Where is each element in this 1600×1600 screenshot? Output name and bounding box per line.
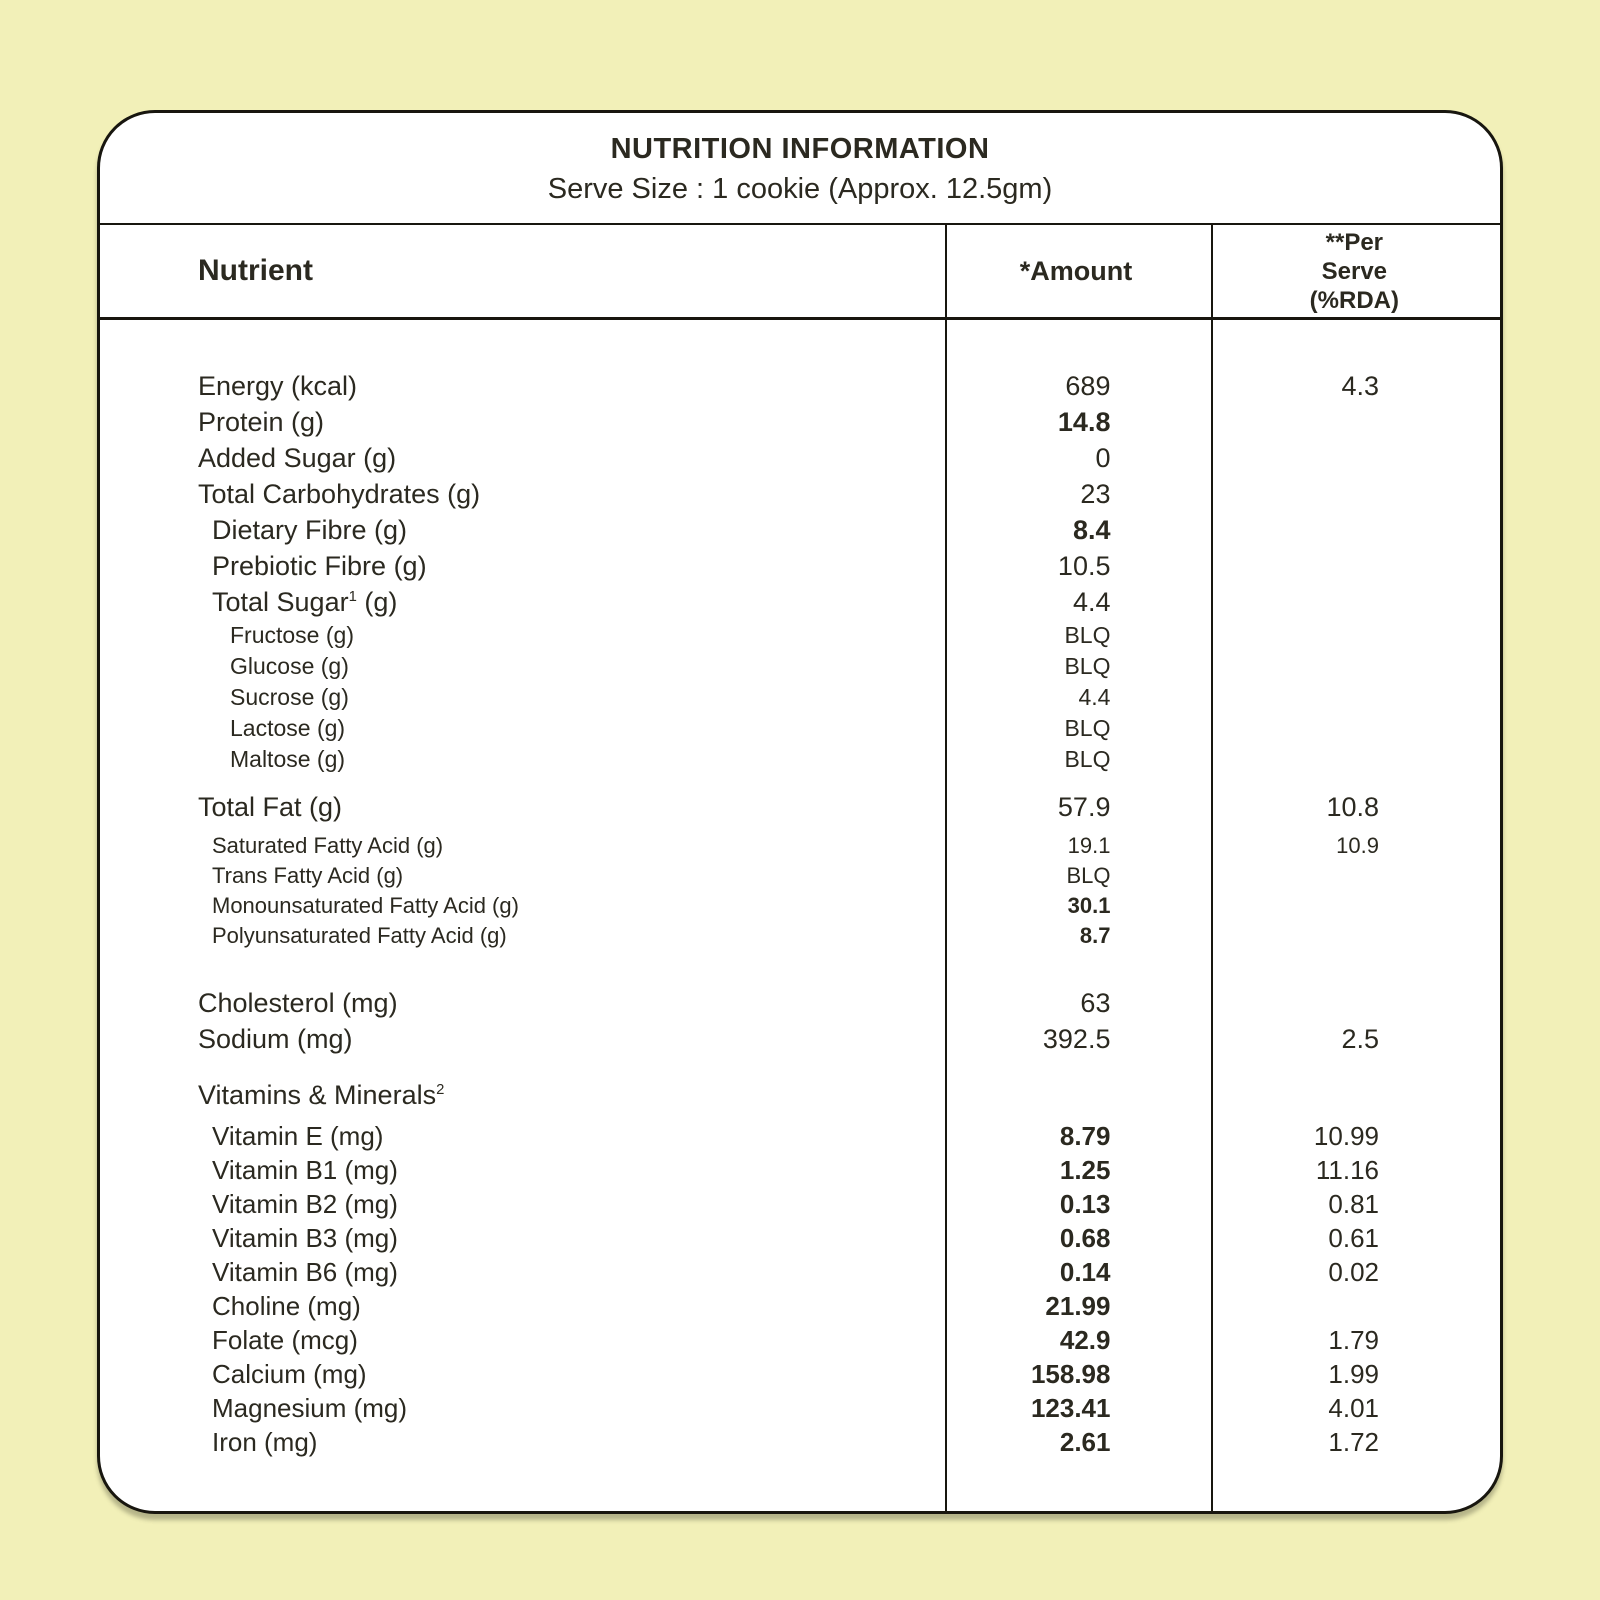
amount-value: 1.25 xyxy=(1059,1155,1111,1185)
nutrient-label: Magnesium (mg) xyxy=(212,1393,408,1423)
table-row xyxy=(100,921,1500,951)
nutrient-label: Dietary Fibre (g) xyxy=(212,515,408,545)
nutrition-card xyxy=(97,110,1503,1514)
amount-value: 42.9 xyxy=(1059,1325,1111,1355)
table-row xyxy=(100,548,1500,584)
per-serve-value: 4.01 xyxy=(1328,1393,1379,1423)
table-row xyxy=(100,1255,1500,1289)
nutrient-label: Prebiotic Fibre (g) xyxy=(212,551,427,581)
nutrient-label: Sodium (mg) xyxy=(198,1024,353,1054)
page-title: NUTRITION INFORMATION xyxy=(610,133,990,165)
per-serve-value: 1.72 xyxy=(1328,1427,1379,1457)
amount-value: 392.5 xyxy=(1042,1024,1111,1054)
per-serve-value: 1.99 xyxy=(1328,1359,1379,1389)
amount-value: 10.5 xyxy=(1057,551,1111,581)
nutrient-label: Total Sugar$^1$ (g) xyxy=(212,587,398,617)
per-serve-line-1: **Per xyxy=(1325,228,1384,256)
per-serve-value: 0.02 xyxy=(1328,1257,1379,1287)
nutrient-label: Vitamins & Minerals$^2$ xyxy=(198,1080,445,1110)
nutrient-label: Choline (mg) xyxy=(212,1291,361,1321)
per-serve-value: 10.9 xyxy=(1336,833,1379,858)
per-serve-value: 1.79 xyxy=(1328,1325,1379,1355)
nutrient-label: Vitamin B3 (mg) xyxy=(212,1223,398,1253)
table-row xyxy=(100,861,1500,891)
per-serve-line-3: (%RDA) xyxy=(1309,286,1399,314)
table-row xyxy=(100,620,1500,651)
per-serve-value: 10.99 xyxy=(1313,1121,1379,1151)
amount-value: 8.7 xyxy=(1079,923,1111,948)
table-row xyxy=(100,1425,1500,1459)
table-row xyxy=(100,1391,1500,1425)
table-row xyxy=(100,891,1500,921)
per-serve-value: 0.81 xyxy=(1328,1189,1379,1219)
table-row xyxy=(100,1357,1500,1391)
nutrient-label: Vitamin B1 (mg) xyxy=(212,1155,398,1185)
table-row xyxy=(100,1289,1500,1323)
nutrient-label: Calcium (mg) xyxy=(212,1359,367,1389)
nutrient-label: Vitamin B2 (mg) xyxy=(212,1189,398,1219)
table-row xyxy=(100,584,1500,620)
per-serve-line-2: Serve xyxy=(1321,257,1388,285)
table-row xyxy=(100,1119,1500,1153)
per-serve-value: 4.3 xyxy=(1341,371,1379,401)
table-body xyxy=(100,320,1500,1459)
table-row xyxy=(100,789,1500,825)
serve-size-text: Serve Size : 1 cookie (Approx. 12.5gm) xyxy=(547,173,1053,205)
per-serve-value: 10.8 xyxy=(1326,792,1379,822)
amount-value: 21.99 xyxy=(1045,1291,1111,1321)
nutrient-label: Trans Fatty Acid (g) xyxy=(212,863,404,888)
amount-value: 0.13 xyxy=(1059,1189,1111,1219)
amount-value: BLQ xyxy=(1064,622,1111,648)
column-header-nutrient: Nutrient xyxy=(198,254,313,287)
amount-value: 23 xyxy=(1080,479,1111,509)
nutrient-label: Vitamin B6 (mg) xyxy=(212,1257,398,1287)
nutrient-label: Lactose (g) xyxy=(230,715,346,741)
table-row xyxy=(100,651,1500,682)
amount-value: 0 xyxy=(1095,443,1111,473)
table-row xyxy=(100,1323,1500,1357)
table-row xyxy=(100,1021,1500,1057)
amount-value: BLQ xyxy=(1064,715,1111,741)
nutrient-label: Monounsaturated Fatty Acid (g) xyxy=(212,893,519,918)
amount-value: 689 xyxy=(1065,371,1111,401)
amount-value: 8.79 xyxy=(1059,1121,1111,1151)
amount-value: BLQ xyxy=(1064,653,1111,679)
table-row xyxy=(100,1221,1500,1255)
amount-value: 57.9 xyxy=(1057,792,1111,822)
nutrient-label: Energy (kcal) xyxy=(198,371,358,401)
nutrient-label: Maltose (g) xyxy=(230,746,346,772)
amount-value: 19.1 xyxy=(1067,833,1111,858)
nutrient-label: Iron (mg) xyxy=(212,1427,318,1457)
amount-value: 14.8 xyxy=(1057,407,1111,437)
amount-value: 2.61 xyxy=(1059,1427,1111,1457)
column-header-per-serve xyxy=(1209,228,1500,315)
table-row xyxy=(100,1077,1500,1113)
nutrient-label: Total Fat (g) xyxy=(198,792,343,822)
table-row xyxy=(100,476,1500,512)
table-row xyxy=(100,440,1500,476)
amount-value: 0.14 xyxy=(1059,1257,1111,1287)
nutrient-label: Glucose (g) xyxy=(230,653,349,679)
column-header-amount: *Amount xyxy=(1019,255,1133,286)
nutrient-label: Total Carbohydrates (g) xyxy=(198,479,481,509)
table-row xyxy=(100,985,1500,1021)
column-header-row xyxy=(100,225,1500,317)
nutrient-label: Cholesterol (mg) xyxy=(198,988,398,1018)
table-row xyxy=(100,713,1500,744)
amount-value: 4.4 xyxy=(1072,587,1111,617)
card-header xyxy=(100,113,1500,223)
amount-value: BLQ xyxy=(1064,746,1111,772)
table-row xyxy=(100,512,1500,548)
per-serve-value: 0.61 xyxy=(1328,1223,1379,1253)
table-row xyxy=(100,1187,1500,1221)
nutrient-label: Vitamin E (mg) xyxy=(212,1121,384,1151)
per-serve-value: 2.5 xyxy=(1341,1024,1379,1054)
table-row xyxy=(100,744,1500,775)
table-row xyxy=(100,1153,1500,1187)
amount-value: 8.4 xyxy=(1072,515,1111,545)
table-row xyxy=(100,831,1500,861)
table-row xyxy=(100,682,1500,713)
nutrient-label: Fructose (g) xyxy=(230,622,354,648)
table-row xyxy=(100,368,1500,404)
amount-value: 158.98 xyxy=(1030,1359,1111,1389)
nutrient-label: Folate (mcg) xyxy=(212,1325,358,1355)
nutrient-label: Protein (g) xyxy=(198,407,325,437)
amount-value: 30.1 xyxy=(1067,893,1111,918)
table-row xyxy=(100,404,1500,440)
amount-value: 63 xyxy=(1080,988,1111,1018)
per-serve-value: 11.16 xyxy=(1315,1155,1379,1185)
nutrient-label: Polyunsaturated Fatty Acid (g) xyxy=(212,923,507,948)
amount-value: BLQ xyxy=(1066,863,1111,888)
nutrient-label: Sucrose (g) xyxy=(230,684,349,710)
amount-value: 0.68 xyxy=(1059,1223,1111,1253)
amount-value: 123.41 xyxy=(1030,1393,1111,1423)
nutrient-label: Saturated Fatty Acid (g) xyxy=(212,833,444,858)
amount-value: 4.4 xyxy=(1078,684,1111,710)
nutrient-label: Added Sugar (g) xyxy=(198,443,397,473)
